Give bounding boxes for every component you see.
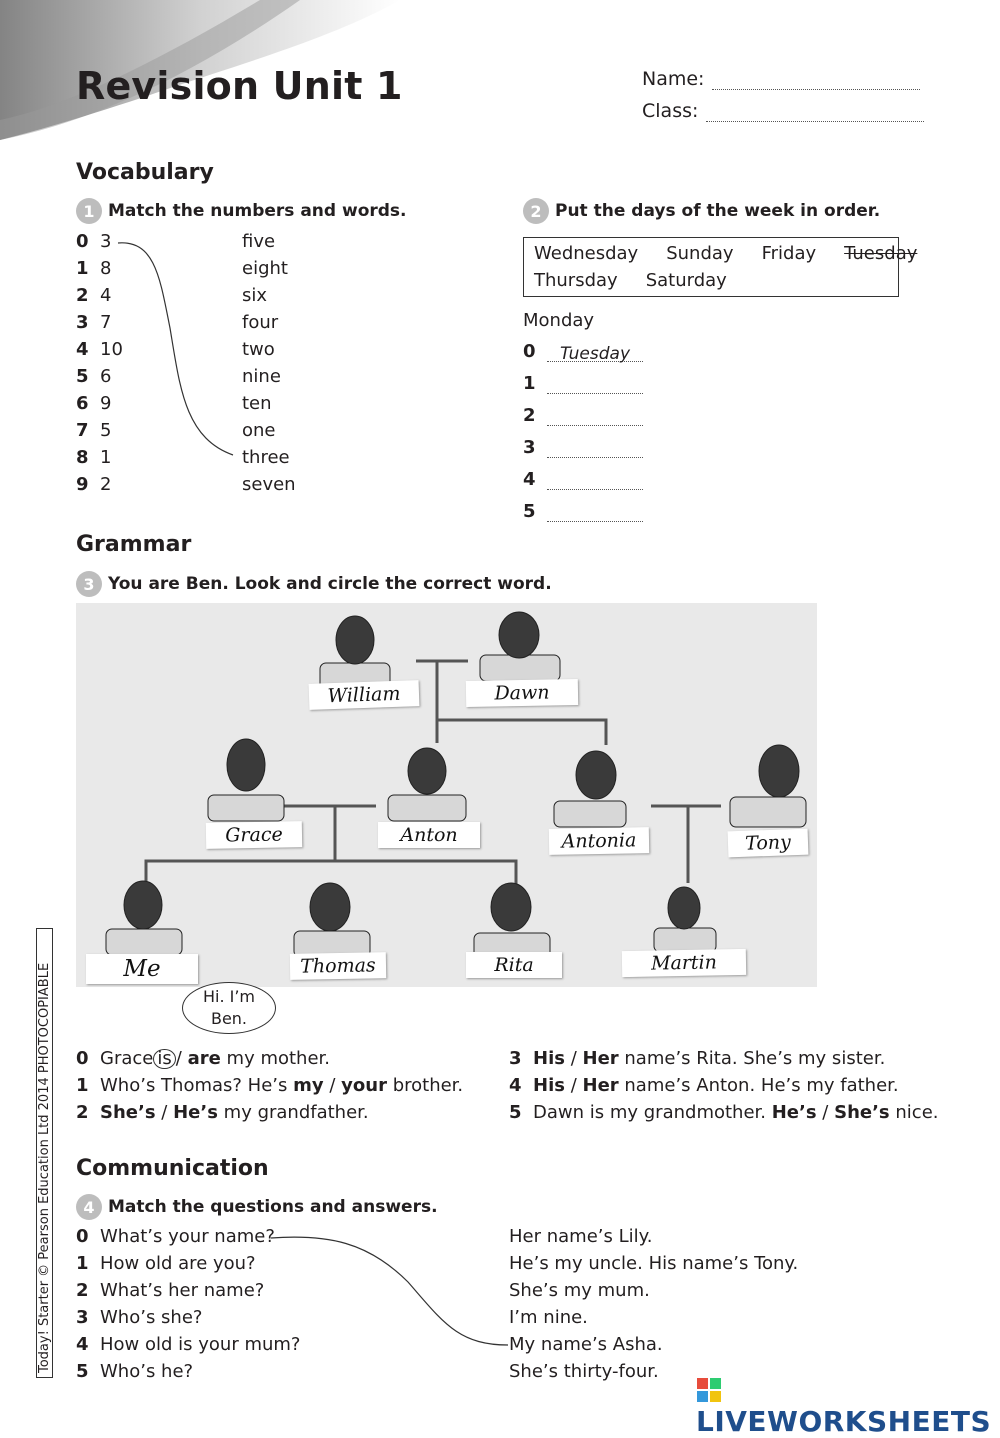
exercise-2-answer-field[interactable] [547, 408, 643, 426]
grammar-item-5-option-hes[interactable]: He’s [771, 1102, 817, 1123]
exercise-2-answer-field[interactable]: Tuesday [547, 344, 643, 362]
copyright-side-text: Today! Starter © Pearson Education Ltd 2014 PHOTOCOPIABLE [36, 928, 53, 1378]
exercise-1-number[interactable]: 5 [100, 420, 112, 441]
class-label: Class: [642, 100, 699, 122]
exercise-2-answer-field[interactable] [547, 440, 643, 458]
grammar-item-2-option-hes[interactable]: He’s [173, 1102, 218, 1123]
exercise-1-word[interactable]: eight [242, 258, 288, 279]
exercise-1-number[interactable]: 1 [100, 447, 112, 468]
exercise-2-line: 3 [523, 437, 643, 458]
exercise-1-row: 2 4 [76, 285, 112, 306]
exercise-3-heading [76, 571, 552, 597]
grammar-item-4-option-his[interactable]: His [533, 1075, 565, 1096]
exercise-4-answer[interactable]: I’m nine. [509, 1307, 588, 1328]
label-me: Me [86, 954, 198, 984]
exercise-4-question[interactable]: 2 What’s her name? [76, 1280, 265, 1301]
class-field [642, 100, 924, 122]
family-tree-lines [76, 603, 817, 987]
exercise-1-word[interactable]: five [242, 231, 276, 252]
label-antonia: Antonia [549, 827, 649, 855]
exercise-2-instruction: Put the days of the week in order. [555, 201, 881, 221]
brand-text: LIVEWORKSHEETS [696, 1405, 992, 1438]
exercise-4-question[interactable]: 5 Who’s he? [76, 1361, 194, 1382]
grammar-item-0-option-are[interactable]: are [187, 1048, 221, 1069]
exercise-1-heading [76, 198, 407, 224]
word-sunday: Sunday [666, 243, 734, 264]
exercise-1-word[interactable]: ten [242, 393, 272, 414]
grammar-item-1-option-your[interactable]: your [341, 1075, 387, 1096]
exercise-4-question[interactable]: 4 How old is your mum? [76, 1334, 301, 1355]
exercise-1-word[interactable]: nine [242, 366, 281, 387]
grammar-item-3: 3 His / Her name’s Rita. She’s my sister. [509, 1048, 886, 1069]
exercise-4-answer[interactable]: My name’s Asha. [509, 1334, 663, 1355]
exercise-4-question[interactable]: 1 How old are you? [76, 1253, 256, 1274]
exercise-1-number[interactable]: 10 [100, 339, 123, 360]
exercise-1-row: 8 1 [76, 447, 112, 468]
label-tony: Tony [728, 829, 809, 858]
label-anton: Anton [378, 822, 480, 848]
exercise-2-answer-field[interactable] [547, 504, 643, 522]
name-field [642, 68, 920, 90]
exercise-4-answer[interactable]: Her name’s Lily. [509, 1226, 653, 1247]
exercise-4-answer[interactable]: She’s my mum. [509, 1280, 650, 1301]
antonia-portrait [554, 751, 626, 827]
grammar-item-5: 5 Dawn is my grandmother. He’s / She’s nice. [509, 1102, 939, 1123]
exercise-2-line: 4 [523, 469, 643, 490]
word-friday: Friday [761, 243, 817, 264]
exercise-1-word[interactable]: two [242, 339, 275, 360]
label-william: William [309, 680, 420, 710]
exercise-4-instruction: Match the questions and answers. [108, 1197, 438, 1217]
exercise-2-line: 0 Tuesday [523, 341, 643, 362]
exercise-3-instruction: You are Ben. Look and circle the correct word. [108, 574, 552, 594]
exercise-1-number[interactable]: 3 [100, 231, 112, 252]
william-portrait [320, 616, 390, 691]
exercise-1-number[interactable]: 4 [100, 285, 112, 306]
exercise-1-word[interactable]: six [242, 285, 268, 306]
exercise-4-answer[interactable]: She’s thirty-four. [509, 1361, 659, 1382]
exercise-4-question[interactable]: 0 What’s your name? [76, 1226, 275, 1247]
thomas-portrait [294, 883, 370, 957]
exercise-1-word[interactable]: four [242, 312, 279, 333]
martin-portrait [654, 887, 716, 952]
communication-heading: Communication [76, 1156, 269, 1181]
exercise-1-number[interactable]: 8 [100, 258, 112, 279]
exercise-1-row: 7 5 [76, 420, 112, 441]
exercise-1-number[interactable]: 2 [100, 474, 112, 495]
grammar-item-1: 1 Who’s Thomas? He’s my / your brother. [76, 1075, 464, 1096]
me-portrait [106, 881, 182, 955]
exercise-2-answer-field[interactable] [547, 472, 643, 490]
label-grace: Grace [206, 821, 302, 849]
exercise-2-line: 5 [523, 501, 643, 522]
grammar-item-3-option-his[interactable]: His [533, 1048, 565, 1069]
exercise-4-example-match-line [268, 1232, 513, 1352]
exercise-2-heading [523, 198, 880, 224]
exercise-1-row: 4 10 [76, 339, 123, 360]
anton-portrait [388, 748, 466, 821]
exercise-1-number[interactable]: 6 [100, 366, 112, 387]
exercise-1-example-match-line [115, 238, 245, 463]
exercise-1-row: 3 7 [76, 312, 112, 333]
liveworksheets-logo-icon [696, 1377, 722, 1403]
grammar-item-2: 2 She’s / He’s my grandfather. [76, 1102, 369, 1123]
tony-portrait [730, 745, 806, 827]
exercise-1-row: 6 9 [76, 393, 112, 414]
label-thomas: Thomas [290, 952, 386, 980]
label-rita: Rita [466, 952, 562, 978]
days-start-word: Monday [523, 310, 595, 331]
grammar-item-1-option-my[interactable]: my [293, 1075, 324, 1096]
speech-bubble [182, 982, 276, 1034]
word-tuesday-crossed: Tuesday [844, 243, 918, 264]
speech-bubble-line1: Hi. I’m [202, 987, 256, 1006]
label-martin: Martin [622, 949, 746, 977]
grammar-heading: Grammar [76, 532, 192, 557]
grammar-item-5-option-shes[interactable]: She’s [834, 1102, 890, 1123]
exercise-1-number[interactable]: 9 [100, 393, 112, 414]
rita-portrait [474, 883, 550, 959]
exercise-3-badge: 3 [76, 571, 102, 597]
exercise-1-instruction: Match the numbers and words. [108, 201, 407, 221]
grace-portrait [208, 739, 284, 821]
grammar-item-4-option-her[interactable]: Her [582, 1075, 619, 1096]
exercise-2-line: 1 [523, 373, 643, 394]
vocabulary-heading: Vocabulary [76, 160, 214, 185]
exercise-2-badge: 2 [523, 198, 549, 224]
class-input-line[interactable] [706, 106, 924, 122]
exercise-1-number[interactable]: 7 [100, 312, 112, 333]
speech-bubble-line2: Ben. [210, 1009, 248, 1028]
exercise-1-row: 0 3 [76, 231, 112, 252]
dawn-portrait [480, 612, 560, 681]
exercise-1-row: 5 6 [76, 366, 112, 387]
page-title: Revision Unit 1 [76, 64, 403, 108]
exercise-1-badge: 1 [76, 198, 102, 224]
grammar-item-0: 0 Grace is / are my mother. [76, 1048, 330, 1069]
brand-logo [696, 1372, 1000, 1438]
exercise-4-badge: 4 [76, 1194, 102, 1220]
exercise-1-row: 9 2 [76, 474, 112, 495]
word-thursday: Thursday [534, 270, 618, 291]
exercise-4-answer[interactable]: He’s my uncle. His name’s Tony. [509, 1253, 799, 1274]
grammar-item-3-option-her[interactable]: Her [582, 1048, 619, 1069]
days-word-box [523, 237, 918, 297]
exercise-1-word[interactable]: seven [242, 474, 296, 495]
exercise-4-heading [76, 1194, 438, 1220]
exercise-4-question[interactable]: 3 Who’s she? [76, 1307, 203, 1328]
exercise-1-word[interactable]: one [242, 420, 276, 441]
exercise-2-answer-field[interactable] [547, 376, 643, 394]
name-label: Name: [642, 68, 705, 90]
grammar-item-0-option-is-circled[interactable]: is [153, 1049, 175, 1069]
exercise-1-row: 1 8 [76, 258, 112, 279]
word-saturday: Saturday [645, 270, 727, 291]
label-dawn: Dawn [466, 679, 578, 707]
name-input-line[interactable] [712, 74, 920, 90]
exercise-1-word[interactable]: three [242, 447, 290, 468]
exercise-2-line: 2 [523, 405, 643, 426]
grammar-item-2-option-shes[interactable]: She’s [100, 1102, 156, 1123]
grammar-item-4: 4 His / Her name’s Anton. He’s my father. [509, 1075, 899, 1096]
word-wednesday: Wednesday [534, 243, 639, 264]
